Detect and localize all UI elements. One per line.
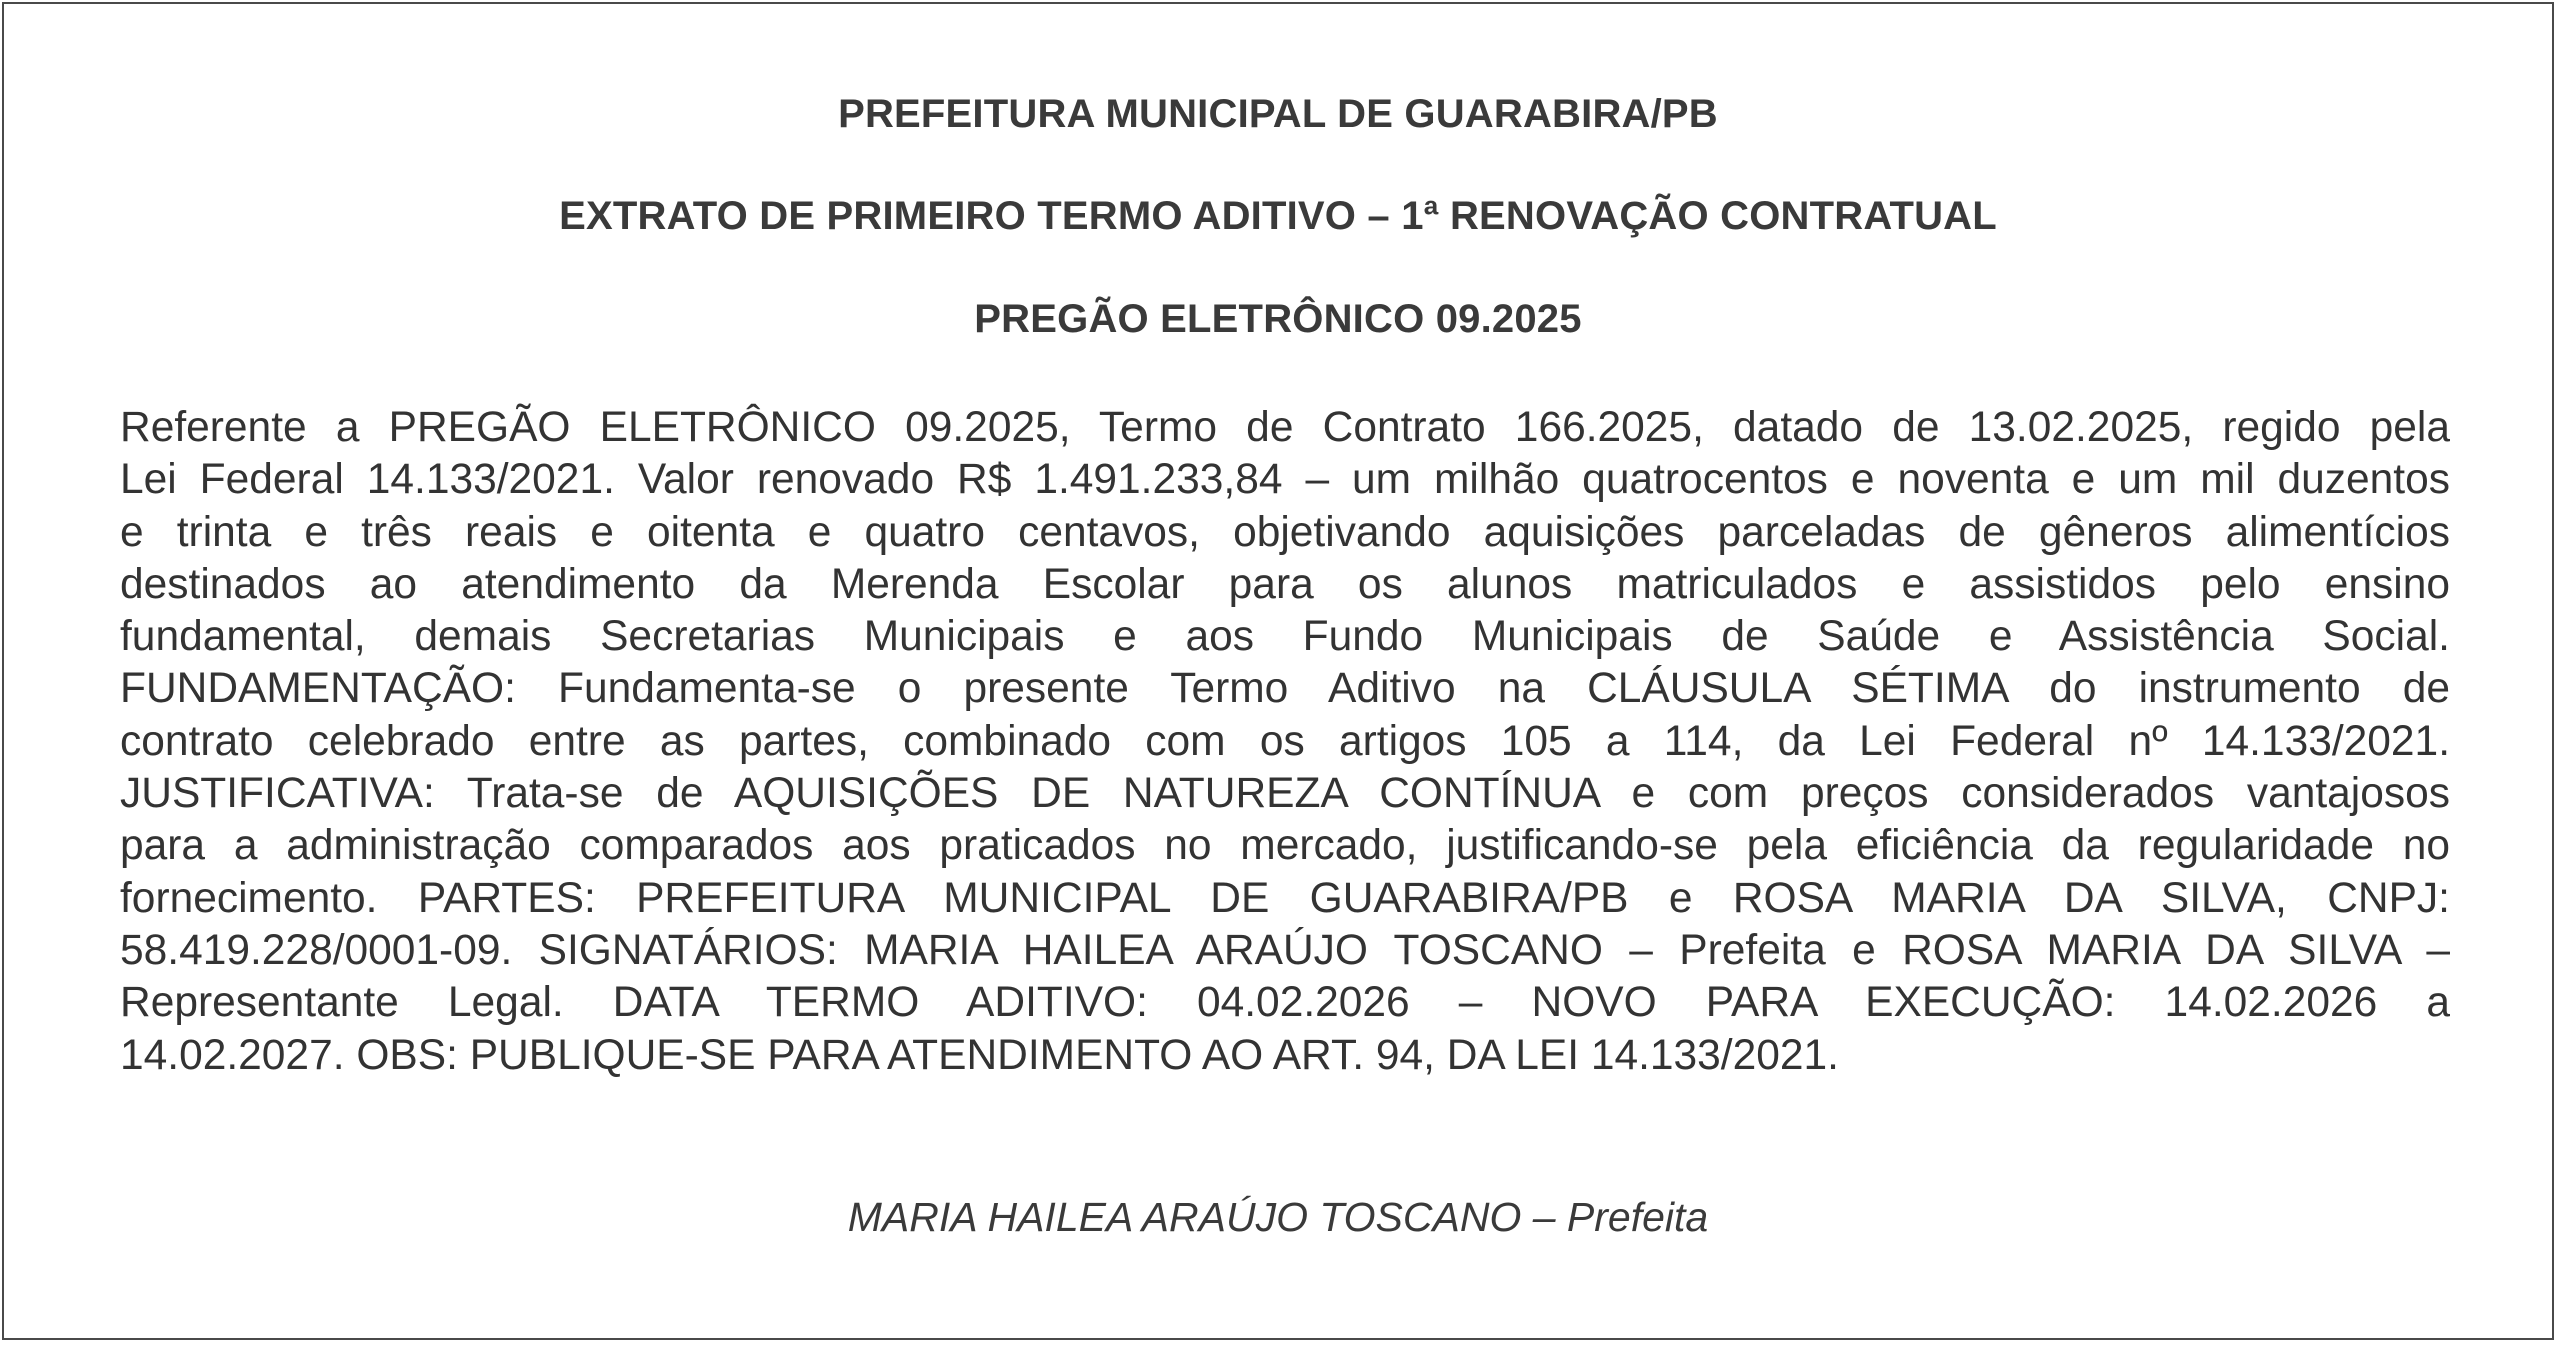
issuer-title: PREFEITURA MUNICIPAL DE GUARABIRA/PB: [838, 92, 1718, 136]
body-line: para a administração comparados aos praticados no mercado, justificando-se pela eficiência da regularidade no: [120, 822, 2450, 870]
body-line: Referente a PREGÃO ELETRÔNICO 09.2025, Termo de Contrato 166.2025, datado de 13.02.2025, regido pela: [120, 404, 2450, 451]
body-line: Lei Federal 14.133/2021. Valor renovado R$ 1.491.233,84 – um milhão quatrocentos e noventa e um mil duzentos: [120, 456, 2450, 504]
document-frame: [2, 2, 2554, 1340]
extract-body: [120, 402, 2450, 1082]
body-line: contrato celebrado entre as partes, combinado com os artigos 105 a 114, da Lei Federal nº 14.133/2021.: [120, 717, 2450, 765]
body-line: 58.419.228/0001-09. SIGNATÁRIOS: MARIA HAILEA ARAÚJO TOSCANO – Prefeita e ROSA MARIA DA SILVA –: [120, 926, 2450, 974]
procurement-reference: PREGÃO ELETRÔNICO 09.2025: [974, 297, 1582, 341]
body-line: 14.02.2027. OBS: PUBLIQUE-SE PARA ATENDIMENTO AO ART. 94, DA LEI 14.133/2021.: [120, 1031, 1839, 1079]
body-line: e trinta e três reais e oitenta e quatro centavos, objetivando aquisições parceladas de gêneros alimentícios: [120, 508, 2450, 556]
body-line: fundamental, demais Secretarias Municipais e aos Fundo Municipais de Saúde e Assistência Social.: [120, 613, 2450, 661]
body-line: JUSTIFICATIVA: Trata-se de AQUISIÇÕES DE NATUREZA CONTÍNUA e com preços considerados vantajosos: [120, 770, 2450, 818]
body-line: FUNDAMENTAÇÃO: Fundamenta-se o presente Termo Aditivo na CLÁUSULA SÉTIMA do instrumento de: [120, 665, 2450, 713]
body-line: destinados ao atendimento da Merenda Escolar para os alunos matriculados e assistidos pelo ensino: [120, 560, 2450, 608]
signature-line: MARIA HAILEA ARAÚJO TOSCANO – Prefeita: [847, 1194, 1709, 1240]
document-subtitle: EXTRATO DE PRIMEIRO TERMO ADITIVO – 1ª RENOVAÇÃO CONTRATUAL: [559, 194, 1997, 238]
body-line: Representante Legal. DATA TERMO ADITIVO: 04.02.2026 – NOVO PARA EXECUÇÃO: 14.02.2026 a: [120, 979, 2450, 1027]
body-line: fornecimento. PARTES: PREFEITURA MUNICIPAL DE GUARABIRA/PB e ROSA MARIA DA SILVA, CNPJ:: [120, 874, 2450, 922]
